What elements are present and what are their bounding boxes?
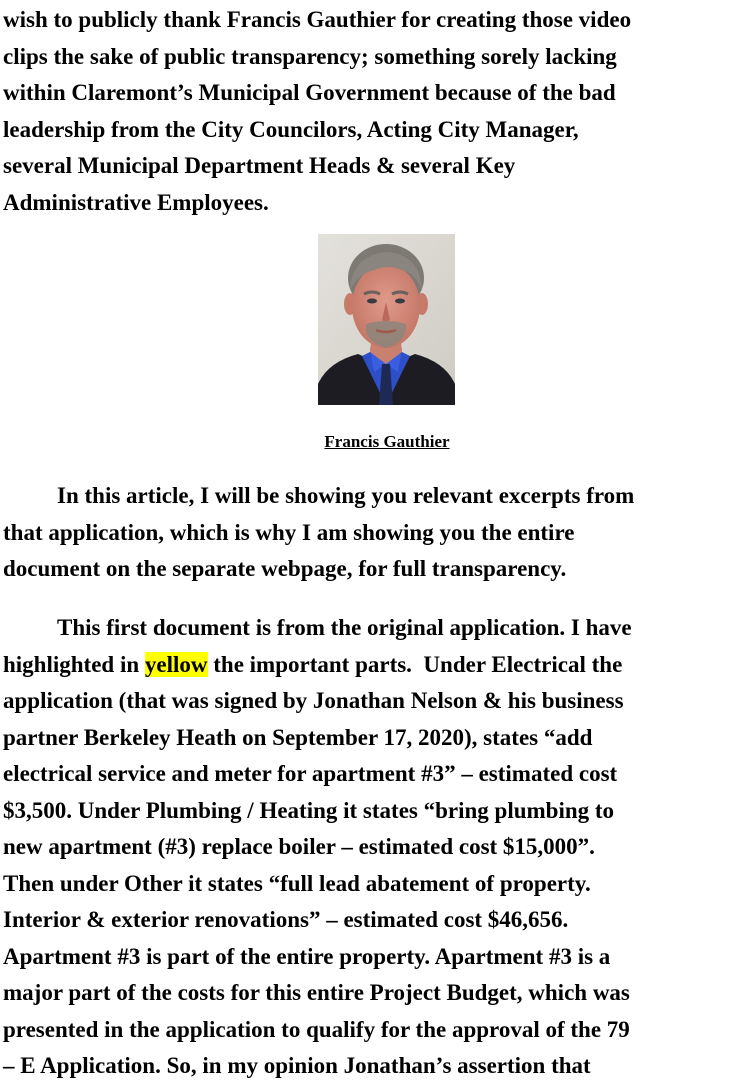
text-line: leadership from the City Councilors, Acting City Manager, [3,116,579,142]
text-run: In this article, I will be showing you relevant excerpts from [57,483,635,508]
text-line: Apartment #3 is part of the entire property. Apartment #3 is a [3,943,611,969]
text-run: highlighted in [3,651,145,677]
text-line: Then under Other it states “full lead abatement of property. [3,870,591,896]
text-line: several Municipal Department Heads & several Key [3,153,516,178]
text-line: wish to publicly thank Francis Gauthier for creating those video [3,7,632,32]
text-line: Administrative Employees. [3,189,269,215]
text-line [3,610,751,647]
portrait-illustration [318,234,455,405]
text-line: new apartment (#3) replace boiler – estimated cost $15,000”. [3,834,595,859]
text-line: document on the separate webpage, for full transparency. [3,556,567,581]
text-line: Interior & exterior renovations” – estimated cost $46,656. [3,907,569,932]
text-line: clips the sake of public transparency; something sorely lacking [3,43,617,69]
paragraph-intro [3,2,751,221]
text-line: electrical service and meter for apartment #3” – estimated cost [3,761,618,786]
text-line: partner Berkeley Heath on September 17, 2020), states “add [3,724,593,750]
paragraph-excerpts [3,478,751,588]
text-line: application (that was signed by Jonathan Nelson & his business [3,688,624,713]
text-line: that application, which is why I am showing you the entire [3,519,575,545]
text-line: $3,500. Under Plumbing / Heating it states “bring plumbing to [3,797,615,823]
text-run: This first document is from the original application. I have [57,615,632,640]
text-line: – E Application. So, in my opinion Jonathan’s assertion that [3,1053,591,1078]
text-run: the important parts. Under Electrical the [207,651,623,677]
portrait-photo [318,234,455,405]
text-line: presented in the application to qualify for the approval of the 79 [3,1016,630,1042]
paragraph-application [3,610,751,1080]
photo-caption: Francis Gauthier [324,432,450,451]
highlighted-word: yellow [144,651,208,677]
text-line [3,478,751,515]
text-line: major part of the costs for this entire Project Budget, which was [3,980,630,1005]
text-line [3,647,751,684]
text-line: within Claremont’s Municipal Government because of the bad [3,80,616,105]
